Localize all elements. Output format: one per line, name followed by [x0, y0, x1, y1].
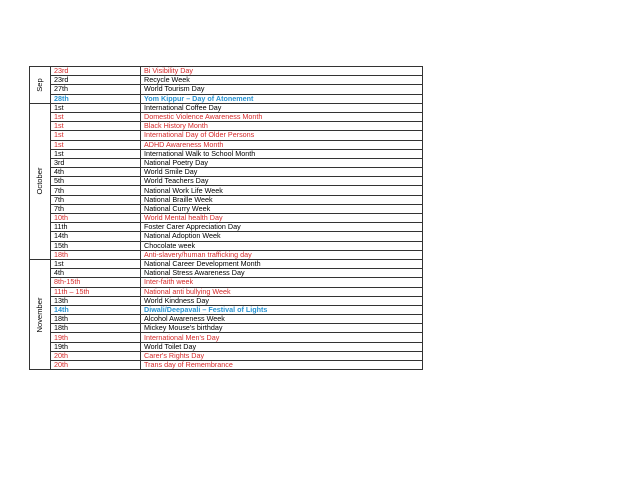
event-date: 3rd — [51, 158, 141, 167]
event-name: World Teachers Day — [141, 177, 423, 186]
event-date: 27th — [51, 85, 141, 94]
event-row — [30, 361, 423, 370]
event-date: 4th — [51, 168, 141, 177]
event-row — [30, 223, 423, 232]
event-date: 1st — [51, 140, 141, 149]
event-name: Yom Kippur – Day of Atonement — [141, 94, 423, 103]
event-row — [30, 333, 423, 342]
event-row — [30, 112, 423, 121]
event-row — [30, 158, 423, 167]
event-row — [30, 149, 423, 158]
event-row — [30, 140, 423, 149]
event-name: Foster Carer Appreciation Day — [141, 223, 423, 232]
month-label: Sep — [35, 78, 44, 92]
event-date: 13th — [51, 296, 141, 305]
calendar-body — [30, 67, 423, 370]
event-name: National Adoption Week — [141, 232, 423, 241]
event-date: 1st — [51, 259, 141, 268]
event-date: 18th — [51, 315, 141, 324]
event-row — [30, 177, 423, 186]
event-row — [30, 76, 423, 85]
event-date: 19th — [51, 342, 141, 351]
event-row — [30, 315, 423, 324]
month-label: November — [35, 297, 44, 333]
event-name: World Toilet Day — [141, 342, 423, 351]
event-row — [30, 186, 423, 195]
event-date: 10th — [51, 214, 141, 223]
event-name: World Mental health Day — [141, 214, 423, 223]
event-date: 14th — [51, 305, 141, 314]
event-date: 20th — [51, 361, 141, 370]
event-name: Carer's Rights Day — [141, 351, 423, 360]
event-date: 7th — [51, 186, 141, 195]
event-name: Inter-faith week — [141, 278, 423, 287]
events-calendar-table — [29, 66, 423, 370]
event-row — [30, 67, 423, 76]
month-label-cell — [30, 103, 51, 259]
event-date: 15th — [51, 241, 141, 250]
event-name: Recycle Week — [141, 76, 423, 85]
event-name: National Curry Week — [141, 204, 423, 213]
event-row — [30, 122, 423, 131]
event-row — [30, 269, 423, 278]
event-name: National anti bullying Week — [141, 287, 423, 296]
event-name: Trans day of Remembrance — [141, 361, 423, 370]
event-name: International Day of Older Persons — [141, 131, 423, 140]
event-name: National Braille Week — [141, 195, 423, 204]
event-name: Chocolate week — [141, 241, 423, 250]
event-row — [30, 241, 423, 250]
event-name: Mickey Mouse's birthday — [141, 324, 423, 333]
event-name: National Poetry Day — [141, 158, 423, 167]
event-row — [30, 324, 423, 333]
event-row — [30, 305, 423, 314]
event-name: World Kindness Day — [141, 296, 423, 305]
event-date: 14th — [51, 232, 141, 241]
event-row — [30, 351, 423, 360]
event-name: Bi Visibility Day — [141, 67, 423, 76]
event-row — [30, 278, 423, 287]
event-date: 11th – 15th — [51, 287, 141, 296]
event-name: National Career Development Month — [141, 259, 423, 268]
event-name: International Men's Day — [141, 333, 423, 342]
event-row — [30, 94, 423, 103]
event-row — [30, 214, 423, 223]
event-name: Anti-slavery/human trafficking day — [141, 250, 423, 259]
event-name: World Smile Day — [141, 168, 423, 177]
event-name: Black History Month — [141, 122, 423, 131]
event-date: 1st — [51, 103, 141, 112]
event-name: International Coffee Day — [141, 103, 423, 112]
event-row — [30, 204, 423, 213]
event-row — [30, 131, 423, 140]
event-date: 1st — [51, 112, 141, 121]
event-date: 19th — [51, 333, 141, 342]
event-row — [30, 85, 423, 94]
event-name: National Stress Awareness Day — [141, 269, 423, 278]
event-row — [30, 342, 423, 351]
event-row — [30, 250, 423, 259]
event-date: 28th — [51, 94, 141, 103]
event-date: 7th — [51, 195, 141, 204]
event-date: 1st — [51, 149, 141, 158]
event-name: International Walk to School Month — [141, 149, 423, 158]
event-date: 8th-15th — [51, 278, 141, 287]
event-date: 23rd — [51, 67, 141, 76]
event-date: 7th — [51, 204, 141, 213]
event-date: 11th — [51, 223, 141, 232]
event-name: Alcohol Awareness Week — [141, 315, 423, 324]
event-row — [30, 296, 423, 305]
event-row — [30, 103, 423, 112]
event-name: ADHD Awareness Month — [141, 140, 423, 149]
month-label-cell — [30, 259, 51, 369]
event-row — [30, 259, 423, 268]
event-name: National Work Life Week — [141, 186, 423, 195]
event-row — [30, 195, 423, 204]
event-date: 4th — [51, 269, 141, 278]
event-date: 23rd — [51, 76, 141, 85]
event-name: Diwali/Deepavali – Festival of Lights — [141, 305, 423, 314]
event-date: 18th — [51, 324, 141, 333]
event-date: 5th — [51, 177, 141, 186]
event-row — [30, 287, 423, 296]
event-row — [30, 168, 423, 177]
event-name: Domestic Violence Awareness Month — [141, 112, 423, 121]
month-label: October — [35, 167, 44, 195]
event-date: 1st — [51, 122, 141, 131]
event-row — [30, 232, 423, 241]
event-date: 20th — [51, 351, 141, 360]
event-date: 18th — [51, 250, 141, 259]
event-date: 1st — [51, 131, 141, 140]
event-name: World Tourism Day — [141, 85, 423, 94]
month-label-cell — [30, 67, 51, 104]
